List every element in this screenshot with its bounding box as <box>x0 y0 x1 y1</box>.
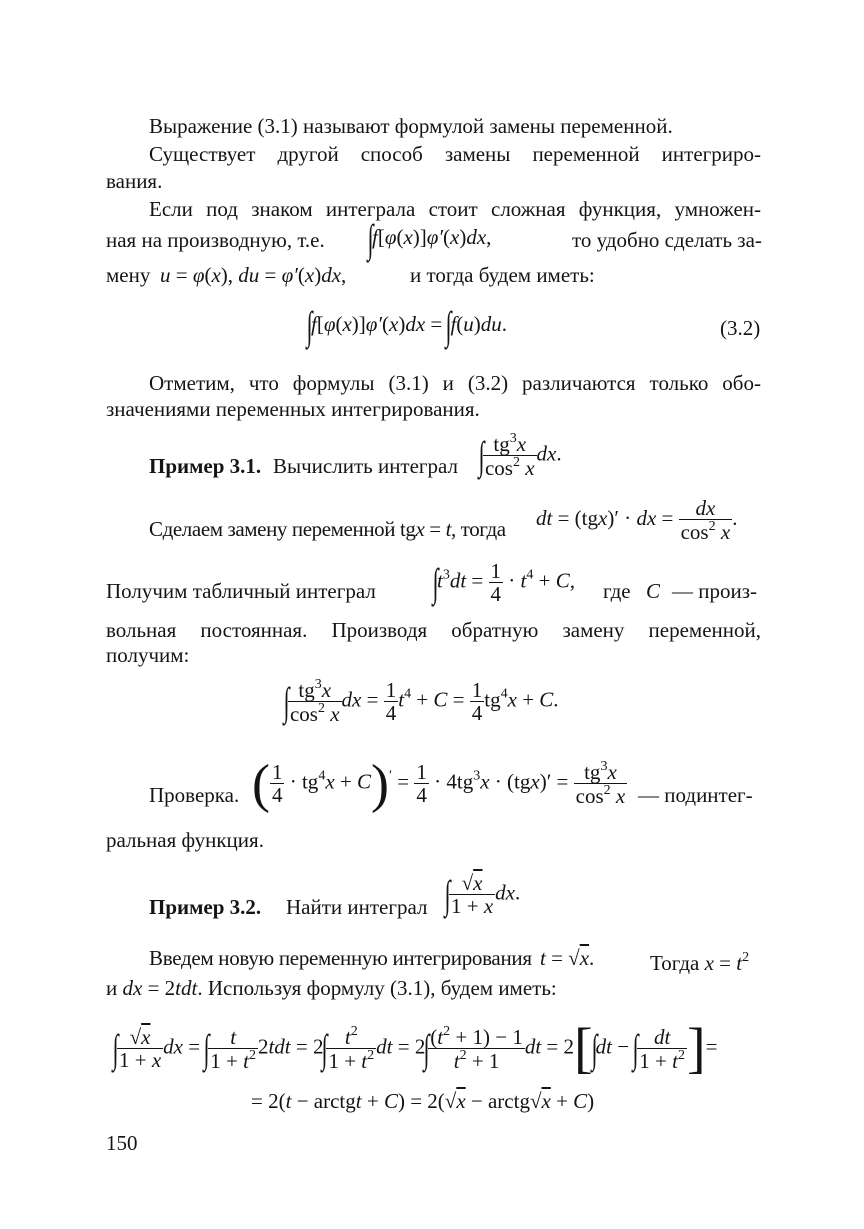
equation-number-3-2: (3.2) <box>720 316 761 340</box>
example-3-2-integral: ∫ $\frac{√x}{1 + x}$ dx. <box>444 871 521 919</box>
paragraph-composite-line3-start: мену <box>106 263 151 287</box>
new-variable-line2-and: и <box>106 976 118 1000</box>
new-variable-line2: и dx = 2tdt. Используя формулу (3.1), будем иметь: <box>106 976 557 1000</box>
inline-formula-substitution: u = φ(x), du = φ′(x)dx, <box>160 263 347 287</box>
new-variable-then: Тогда $x = t^2$ <box>650 950 750 975</box>
example-3-1-text: Вычислить интеграл <box>273 454 459 478</box>
check-line2: ральная функция. <box>106 828 264 852</box>
final-equation-line2: = 2(t − arctgt + C) = 2(√x − arctg√x + C) <box>251 1089 595 1113</box>
paragraph-other-method-line1: Существует другой способ замены переменной интегриро- <box>149 142 761 166</box>
check-label: Проверка. <box>149 783 240 807</box>
new-variable-formula: t = √x. <box>540 946 595 970</box>
page-number: 150 <box>106 1131 138 1155</box>
final-equation-line1: ∫ $\frac{√x}{1 + x}$ dx = ∫ $\frac{t}{1 + t^2}$ 2tdt = 2∫ $\frac{t^2}{1 + t^2}$ dt = 2∫ $\frac{(t^2 + 1) - 1}{t^2 + 1}$ dt = 2[∫dt − ∫ $\frac{dt}{1 + t^2}$ ]= <box>112 1017 718 1080</box>
constant-c: C <box>646 579 661 603</box>
table-integral-text-where: где <box>603 579 631 603</box>
table-integral-text-start: Получим табличный интеграл <box>106 579 376 603</box>
paragraph-inverse-line2: вольная постоянная. Производя обратную замену переменной, <box>106 618 761 642</box>
example-3-2-text: Найти интеграл <box>286 895 428 919</box>
paragraph-note-line1: Отметим, что формулы (3.1) и (3.2) различаются только обо- <box>149 371 761 395</box>
paragraph-note-line2: значениями переменных интегрирования. <box>106 397 480 421</box>
example-3-1-integral: ∫ $\frac{tg^3x}{\cos^2 x}$ dx. <box>478 431 562 481</box>
substitution-text-label: Сделаем замену переменной <box>149 517 396 541</box>
check-formula: ( $\frac{1}{4}$ · $tg^4x + C)'$ = $\frac{1}{4}$ · $4tg^3x \cdot (tgx)'$ = $\frac{tg^3x}{\cos^2 x}$ <box>252 753 626 814</box>
paragraph-inverse-line3: получим: <box>106 643 190 667</box>
new-variable-then-word: Тогда <box>650 951 700 975</box>
paragraph-other-method-line2: вания. <box>106 169 163 193</box>
inline-formula-integral-f-phi: ∫f[φ(x)]φ′(x)dx, <box>367 216 492 261</box>
table-integral-formula: $\int t^3dt$ = $\frac{1}{4}$ · $t^4 + C$, <box>432 559 575 607</box>
table-integral-text-end: — произ- <box>672 579 758 603</box>
new-variable-line2-rest: Используя формулу (3.1), будем иметь: <box>207 976 557 1000</box>
paragraph-composite-line2-start: ная на производную, т.е. <box>106 228 325 252</box>
equation-3-2: ∫f[φ(x)]φ′(x)dx = ∫f(u)du. <box>306 303 508 348</box>
new-variable-text: Введем новую переменную интегрирования <box>149 946 532 970</box>
paragraph-composite-line3-end: и тогда будем иметь: <box>410 263 595 287</box>
result-equation-3-1: ∫ $\frac{tg^3x}{\cos^2 x}$ dx = $\frac{1}{4}$ $t^4 + C$ = $\frac{1}{4}$ $tg^4x + C$. <box>283 677 559 727</box>
paragraph-composite-line1: Если под знаком интеграла стоит сложная функция, умножен- <box>149 197 761 221</box>
check-tail: — подинтег- <box>638 783 753 807</box>
paragraph-composite-line2-end: то удобно сделать за- <box>572 228 762 252</box>
substitution-text-start: Сделаем замену переменной tgx = t, тогда <box>149 517 506 541</box>
paragraph-formula-name: Выражение (3.1) называют формулой замены переменной. <box>149 114 673 138</box>
example-3-2-label: Пример 3.2. <box>149 895 262 919</box>
example-3-1-label: Пример 3.1. <box>149 454 262 478</box>
substitution-text-then: тогда <box>460 517 506 541</box>
substitution-formula-dt: dt = (tgx)′ · dx = $\frac{dx}{\cos^2 x}$ . <box>536 496 738 545</box>
